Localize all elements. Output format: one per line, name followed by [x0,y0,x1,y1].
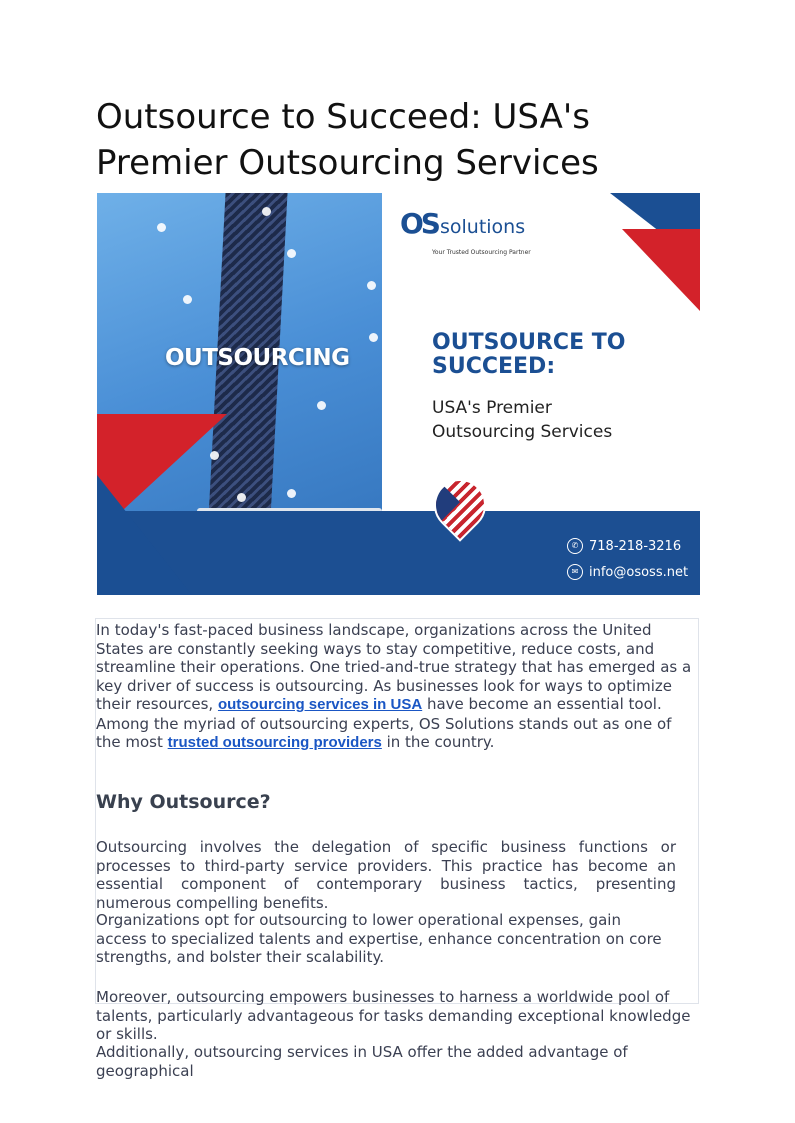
body-paragraph: Additionally, outsourcing services in USA offer the added advantage of geographical [96,1043,628,1080]
mail-icon: ✉ [567,564,583,580]
phone-number: 718-218-3216 [589,538,682,554]
hero-banner-image [97,193,700,595]
page-title: Outsource to Succeed: USA's Premier Outsourcing Services [96,97,599,183]
red-corner-shape [622,229,700,311]
network-node-icon [262,207,271,216]
network-node-icon [183,295,192,304]
intro-text: have become an essential tool. Among the myriad of outsourcing experts, OS Solutions stands out as one of the most [96,695,672,751]
outsourcing-photo-text: OUTSOURCING [165,345,350,371]
network-node-icon [317,401,326,410]
blue-corner-shape [97,475,192,595]
banner-headline: OUTSOURCE TO SUCCEED: [432,330,626,379]
phone-icon: ✆ [567,538,583,554]
logo-tagline: Your Trusted Outsourcing Partner [432,249,531,256]
network-node-icon [287,489,296,498]
phone-contact [567,538,681,554]
outsourcing-services-link[interactable]: outsourcing services in USA [217,696,423,713]
outsourcing-providers-link[interactable]: outsourcing providers [222,734,382,751]
logo-word: solutions [439,216,526,238]
section-heading: Why Outsource? [96,791,271,813]
os-solutions-logo [400,207,525,240]
body-paragraph: Moreover, outsourcing empowers businesses to harness a worldwide pool of talents, particularly advantageous for tasks demanding exceptional knowledge or skills. [96,988,691,1043]
logo-mark: OS [400,207,438,240]
network-node-icon [157,223,166,232]
email-contact [567,564,688,580]
banner-subheadline: USA's Premier Outsourcing Services [432,398,613,442]
network-node-icon [367,281,376,290]
network-node-icon [287,249,296,258]
intro-text: in the country. [381,733,495,751]
network-node-icon [237,493,246,502]
trusted-link[interactable]: trusted [167,734,223,751]
body-paragraph: Organizations opt for outsourcing to lower operational expenses, gain access to specialized talents and expertise, enhance concentration on core strengths, and bolster their scalability. [96,911,662,966]
intro-paragraph [96,621,696,753]
intro-text: In today's fast-paced business landscape, organizations across the United States are constantly seeking ways to stay competitive, reduce costs, and streamline their operations. One tried-and-true strategy that has emerged as a key driver of success is outsourcing. As businesses look for ways to optimize their resources, [96,621,692,713]
email-address: info@ososs.net [589,564,689,580]
network-node-icon [369,333,378,342]
body-paragraph: Outsourcing involves the delegation of specific business functions or processes to third-party service providers. This practice has become an essential component of contemporary business tactics, presenting numerous compelling benefits. [96,838,676,912]
